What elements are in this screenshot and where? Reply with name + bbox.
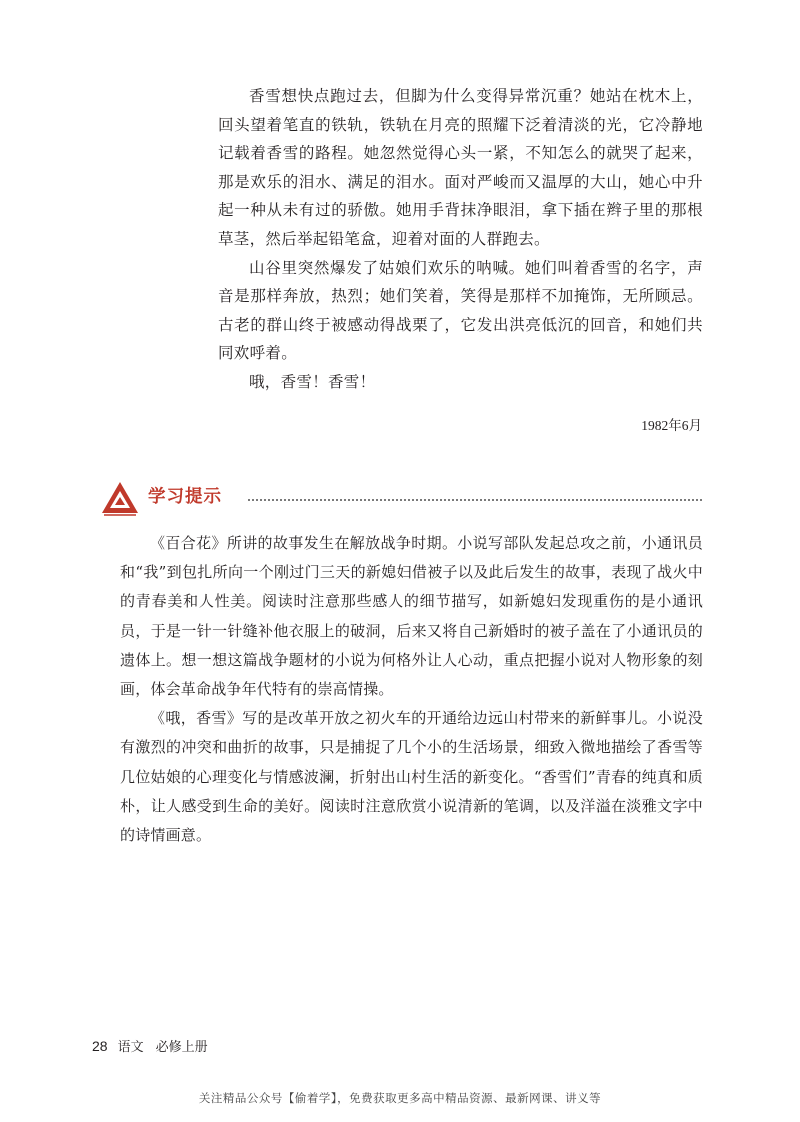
study-tips-text <box>120 529 703 850</box>
story-paragraph: 山谷里突然爆发了姑娘们欢乐的呐喊。她们叫着香雪的名字，声音是那样奔放，热烈；她们笑着，笑得是那样不加掩饰，无所顾忌。古老的群山终于被感动得战栗了，它发出洪亮低沉的回音，和她们共同欢呼着。 <box>218 258 703 363</box>
study-tips-title: 学习提示 <box>148 487 222 507</box>
tips-paragraph: 《哦，香雪》写的是改革开放之初火车的开通给边远山村带来的新鲜事儿。小说没有激烈的冲突和曲折的故事，只是捕捉了几个小的生活场景，细致入微地描绘了香雪等几位姑娘的心理变化与情感波澜，折射出山村生活的新变化。“香雪们”青春的纯真和质朴，让人感受到生命的美好。阅读时注意欣赏小说清新的笔调，以及洋溢在淡雅文字中的诗情画意。 <box>120 709 703 845</box>
story-paragraph: 哦，香雪！香雪！ <box>249 372 376 391</box>
story-paragraph: 香雪想快点跑过去，但脚为什么变得异常沉重？她站在枕木上，回头望着笔直的铁轨，铁轨在月亮的照耀下泛着清淡的光，它冷静地记载着香雪的路程。她忽然觉得心头一紧，不知怎么的就哭了起来，那是欢乐的泪水、满足的泪水。面对严峻而又温厚的大山，她心中升起一种从未有过的骄傲。她用手背抹净眼泪，拿下插在辫子里的那根草茎，然后举起铅笔盒，迎着对面的人群跑去。 <box>218 87 703 248</box>
watermark-text: 关注精品公众号【偷着学】，免费获取更多高中精品资源、最新网课、讲义等 <box>198 1091 602 1105</box>
tips-paragraph: 《百合花》所讲的故事发生在解放战争时期。小说写部队发起总攻之前，小通讯员和“我”到包扎所向一个刚过门三天的新媳妇借被子以及此后发生的故事，表现了战火中的青春美和人性美。阅读时注意那些感人的细节描写，如新媳妇发现重伤的是小通讯员，于是一针一针缝补他衣服上的破洞，后来又将自己新婚时的被子盖在了小通讯员的遗体上。想一想这篇战争题材的小说为何格外让人心动，重点把握小说对人物形象的刻画，体会革命战争年代特有的崇高情操。 <box>120 534 703 699</box>
story-text <box>218 82 703 397</box>
study-tips-header <box>100 478 702 518</box>
page-number: 28 <box>92 1038 108 1054</box>
book-volume: 必修上册 <box>155 1040 208 1055</box>
dotted-divider <box>248 499 702 501</box>
book-subject: 语文 <box>117 1040 144 1055</box>
story-date: 1982年6月 <box>641 418 702 433</box>
page-footer <box>92 1036 208 1055</box>
study-tips-triangle-icon <box>100 480 140 516</box>
